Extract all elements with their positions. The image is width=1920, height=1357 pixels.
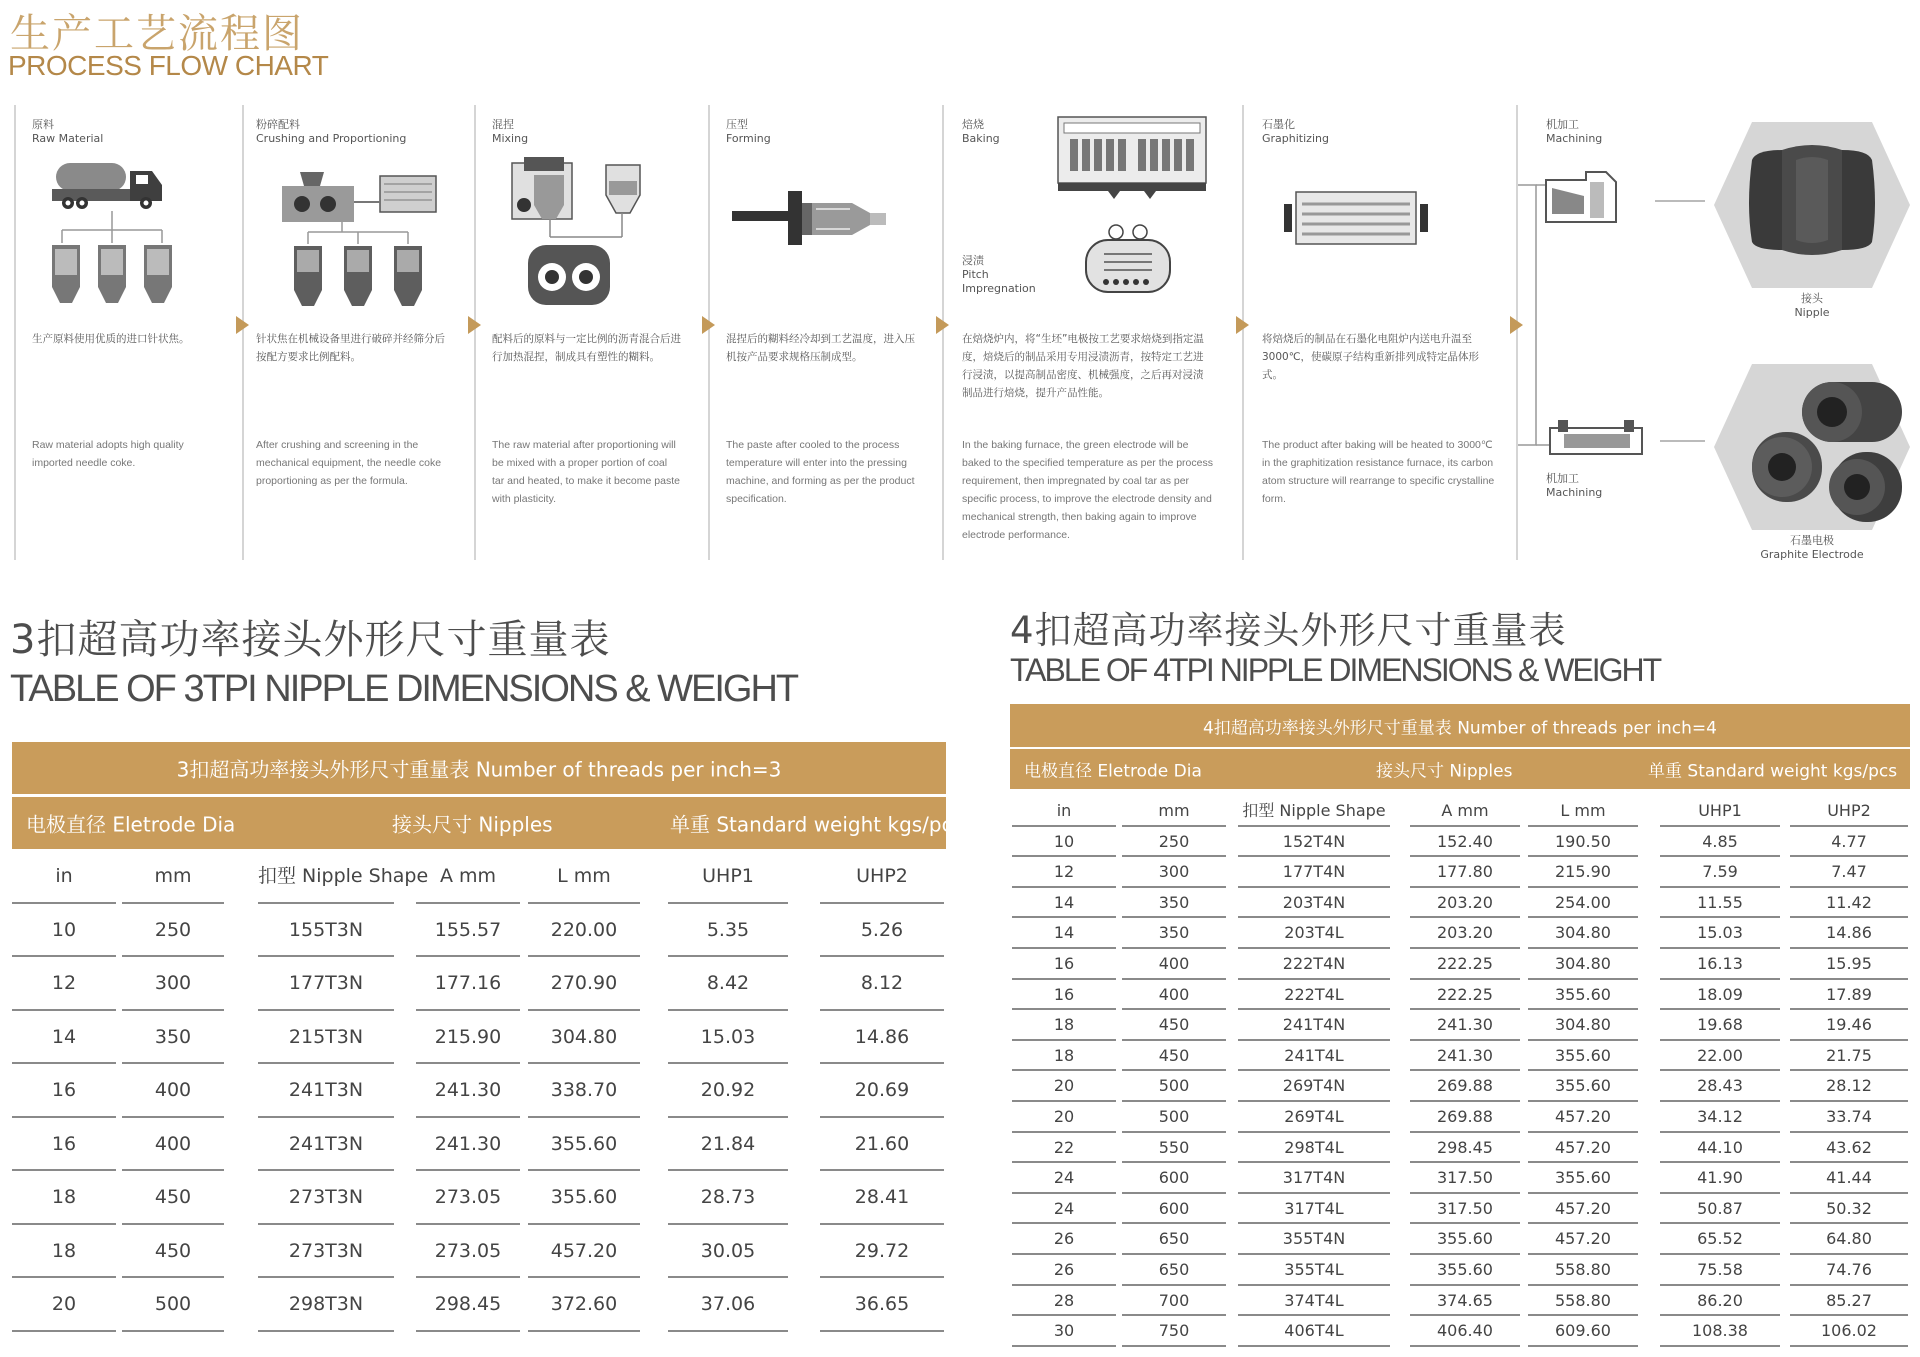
cell-in: 14 bbox=[1053, 892, 1075, 912]
cell-l-mm: 355.60 bbox=[1555, 984, 1611, 1004]
cell-uhp1: 21.84 bbox=[700, 1132, 756, 1155]
column-header-nipple-shape: 扣型 Nipple Shape bbox=[258, 865, 429, 887]
cell-l-mm: 338.70 bbox=[550, 1079, 618, 1101]
step-graphitizing-title: 石墨化 Graphitizing bbox=[1262, 118, 1329, 145]
cell-in: 18 bbox=[1053, 1015, 1075, 1035]
cell-nipple-shape: 222T4L bbox=[1284, 984, 1344, 1004]
cell-nipple-shape: 203T4N bbox=[1282, 892, 1346, 912]
cell-a-mm: 317.50 bbox=[1437, 1198, 1493, 1218]
forming-press-illustration bbox=[730, 185, 890, 255]
cell-nipple-shape: 273T3N bbox=[288, 1186, 364, 1208]
baking-furnace-illustration bbox=[1056, 115, 1208, 205]
cell-uhp2: 85.27 bbox=[1826, 1290, 1872, 1310]
row-rule bbox=[416, 1330, 520, 1332]
cell-a-mm: 406.40 bbox=[1437, 1321, 1493, 1341]
cell-l-mm: 355.60 bbox=[550, 1186, 618, 1208]
table4-group-weight: 单重 Standard weight kgs/pcs bbox=[1648, 761, 1898, 782]
cell-uhp2: 29.72 bbox=[854, 1239, 910, 1262]
cell-in: 20 bbox=[1053, 1107, 1075, 1126]
cell-mm: 550 bbox=[1158, 1137, 1190, 1157]
cell-uhp1: 41.90 bbox=[1697, 1168, 1743, 1188]
cell-uhp2: 43.62 bbox=[1826, 1137, 1872, 1157]
cell-in: 22 bbox=[1053, 1137, 1075, 1157]
cell-l-mm: 254.00 bbox=[1555, 892, 1611, 912]
cell-uhp2: 7.47 bbox=[1831, 862, 1867, 882]
cell-uhp2: 21.60 bbox=[854, 1132, 910, 1155]
cell-nipple-shape: 241T3N bbox=[288, 1079, 364, 1101]
table3-bar-text: 3扣超高功率接头外形尺寸重量表 Number of threads per inch=3 bbox=[176, 757, 782, 782]
cell-a-mm: 203.20 bbox=[1437, 892, 1493, 912]
cell-mm: 650 bbox=[1158, 1260, 1190, 1279]
row-rule bbox=[528, 1330, 640, 1332]
cell-uhp1: 108.38 bbox=[1692, 1321, 1748, 1341]
cell-nipple-shape: 355T4L bbox=[1284, 1260, 1344, 1279]
cell-l-mm: 304.80 bbox=[1555, 954, 1611, 973]
cell-uhp2: 19.46 bbox=[1826, 1015, 1872, 1035]
table4-group-nipples: 接头尺寸 Nipples bbox=[1376, 761, 1513, 782]
cell-in: 30 bbox=[1053, 1321, 1075, 1341]
cell-nipple-shape: 241T4L bbox=[1284, 1045, 1344, 1065]
cell-uhp2: 21.75 bbox=[1826, 1045, 1872, 1065]
cell-uhp1: 16.13 bbox=[1697, 954, 1743, 973]
cell-a-mm: 152.40 bbox=[1437, 831, 1493, 851]
cell-in: 18 bbox=[51, 1186, 77, 1208]
page-title-en: PROCESS FLOW CHART bbox=[8, 50, 329, 81]
cell-uhp2: 15.95 bbox=[1826, 954, 1872, 973]
row-rule bbox=[1660, 1345, 1780, 1347]
table4-title-cn: 4扣超高功率接头外形尺寸重量表 bbox=[1010, 609, 1567, 652]
electrode-caption: 石墨电极 Graphite Electrode bbox=[1760, 534, 1864, 561]
step-forming-title: 压型 Forming bbox=[726, 118, 771, 145]
cell-uhp2: 14.86 bbox=[1826, 923, 1872, 943]
cell-nipple-shape: 317T4L bbox=[1284, 1198, 1344, 1218]
table4-group-dia: 电极直径 Eletrode Dia bbox=[1024, 761, 1202, 782]
cell-uhp1: 34.12 bbox=[1697, 1107, 1743, 1126]
table3-group-nipples: 接头尺寸 Nipples bbox=[392, 812, 553, 837]
cell-uhp1: 44.10 bbox=[1697, 1137, 1743, 1157]
table4-group-header bbox=[1010, 749, 1910, 789]
mixing-illustration bbox=[510, 155, 660, 315]
step-impregnation-title: 浸渍 Pitch Impregnation bbox=[962, 254, 1036, 295]
cell-in: 10 bbox=[1053, 831, 1075, 851]
machining-nipple-illustration bbox=[1544, 160, 1634, 228]
cell-uhp2: 5.26 bbox=[860, 918, 904, 941]
cell-in: 26 bbox=[1053, 1260, 1075, 1279]
step-baking-desc-cn: 在焙烧炉内，将“生坯”电极按工艺要求焙烧到指定温度，焙烧后的制品采用专用浸渍沥青，按特定工艺进行浸渍，以提高制品密度、机械强度，之后再对浸渍制品进行焙烧，提升产品性能。 bbox=[962, 333, 1204, 399]
flow-arrow-icon bbox=[468, 316, 481, 334]
flow-arrow-icon bbox=[1236, 316, 1249, 334]
graphite-electrode-image bbox=[1712, 362, 1912, 532]
cell-nipple-shape: 269T4L bbox=[1284, 1107, 1344, 1126]
cell-a-mm: 241.30 bbox=[434, 1079, 502, 1101]
cell-mm: 650 bbox=[1158, 1229, 1190, 1249]
cell-uhp1: 75.58 bbox=[1697, 1260, 1743, 1279]
cell-uhp1: 30.05 bbox=[700, 1239, 756, 1262]
cell-a-mm: 355.60 bbox=[1437, 1229, 1493, 1249]
table3-title-en: TABLE OF 3TPI NIPPLE DIMENSIONS & WEIGHT bbox=[10, 668, 798, 710]
cell-in: 16 bbox=[51, 1132, 77, 1155]
cell-in: 12 bbox=[1053, 862, 1075, 882]
cell-a-mm: 203.20 bbox=[1437, 923, 1493, 943]
cell-mm: 350 bbox=[1158, 923, 1190, 943]
cell-nipple-shape: 152T4N bbox=[1282, 831, 1346, 851]
cell-in: 10 bbox=[51, 918, 77, 941]
row-rule bbox=[258, 1330, 394, 1332]
column-header-nipple-shape: 扣型 Nipple Shape bbox=[1242, 801, 1386, 820]
cell-l-mm: 355.60 bbox=[1555, 1076, 1611, 1096]
cell-mm: 500 bbox=[1158, 1107, 1190, 1126]
graphitizing-furnace-illustration bbox=[1282, 188, 1430, 248]
cell-uhp1: 86.20 bbox=[1697, 1290, 1743, 1310]
cell-l-mm: 220.00 bbox=[550, 918, 618, 941]
cell-nipple-shape: 355T4N bbox=[1282, 1229, 1346, 1249]
step-baking-title: 焙烧 Baking bbox=[962, 118, 1000, 145]
step-graphitizing-desc-en: The product after baking will be heated to 3000℃ in the graphitization resistance furnace, its carbon atom structure will rearrange to specific crystalline form. bbox=[1262, 439, 1495, 505]
cell-in: 24 bbox=[1053, 1198, 1075, 1218]
nipple-product-image bbox=[1712, 120, 1912, 290]
cell-uhp1: 50.87 bbox=[1697, 1198, 1743, 1218]
table3-group-dia: 电极直径 Eletrode Dia bbox=[26, 812, 236, 837]
table3-group-header bbox=[12, 797, 964, 849]
cell-a-mm: 155.57 bbox=[434, 918, 502, 941]
cell-a-mm: 177.16 bbox=[434, 972, 502, 994]
row-rule bbox=[1012, 1345, 1116, 1347]
column-header-in: in bbox=[1056, 801, 1072, 820]
cell-l-mm: 190.50 bbox=[1555, 831, 1611, 851]
step-divider bbox=[14, 105, 16, 560]
flow-connector-line bbox=[1660, 440, 1705, 442]
cell-mm: 350 bbox=[1158, 892, 1190, 912]
cell-a-mm: 374.65 bbox=[1437, 1290, 1493, 1310]
cell-l-mm: 457.20 bbox=[1555, 1107, 1611, 1126]
cell-in: 20 bbox=[1053, 1076, 1075, 1096]
row-rule bbox=[1790, 1345, 1908, 1347]
cell-a-mm: 298.45 bbox=[1437, 1137, 1493, 1157]
cell-in: 26 bbox=[1053, 1229, 1075, 1249]
cell-uhp1: 11.55 bbox=[1697, 892, 1743, 912]
step-forming-desc-en: The paste after cooled to the process temperature will enter into the pressing machine, and forming as per the product specification. bbox=[726, 439, 915, 505]
cell-nipple-shape: 298T3N bbox=[288, 1293, 364, 1315]
cell-l-mm: 558.80 bbox=[1555, 1260, 1611, 1279]
machining-bottom-title: 机加工 Machining bbox=[1546, 472, 1603, 499]
row-rule bbox=[1238, 1345, 1390, 1347]
cell-a-mm: 298.45 bbox=[434, 1293, 502, 1315]
flow-arrow-icon bbox=[702, 316, 715, 334]
cell-a-mm: 241.30 bbox=[1437, 1045, 1493, 1065]
cell-mm: 750 bbox=[1158, 1321, 1190, 1341]
cell-mm: 300 bbox=[154, 972, 192, 994]
cell-a-mm: 317.50 bbox=[1437, 1168, 1493, 1188]
cell-in: 12 bbox=[51, 972, 77, 994]
cell-nipple-shape: 177T4N bbox=[1282, 862, 1346, 882]
column-header-l-mm: L mm bbox=[557, 865, 611, 887]
column-header-a-mm: A mm bbox=[1441, 801, 1489, 820]
cell-uhp2: 14.86 bbox=[854, 1025, 910, 1048]
cell-in: 18 bbox=[1053, 1045, 1075, 1065]
cell-mm: 450 bbox=[1158, 1045, 1190, 1065]
cell-uhp2: 33.74 bbox=[1826, 1107, 1872, 1126]
cell-uhp1: 37.06 bbox=[700, 1293, 756, 1315]
cell-in: 24 bbox=[1053, 1168, 1075, 1188]
step-crushing-title: 粉碎配料 Crushing and Proportioning bbox=[256, 118, 407, 145]
cell-uhp2: 74.76 bbox=[1826, 1260, 1872, 1279]
column-header-uhp1: UHP1 bbox=[1698, 801, 1742, 820]
cell-a-mm: 273.05 bbox=[434, 1186, 502, 1208]
cell-nipple-shape: 317T4N bbox=[1282, 1168, 1346, 1188]
cell-in: 14 bbox=[51, 1025, 77, 1048]
cell-l-mm: 304.80 bbox=[1555, 923, 1611, 943]
cell-nipple-shape: 406T4L bbox=[1284, 1321, 1344, 1341]
cell-uhp2: 11.42 bbox=[1826, 892, 1872, 912]
cell-nipple-shape: 269T4N bbox=[1282, 1076, 1346, 1096]
cell-mm: 350 bbox=[154, 1025, 192, 1048]
table4-title-en: TABLE OF 4TPI NIPPLE DIMENSIONS & WEIGHT bbox=[1010, 652, 1661, 688]
cell-a-mm: 355.60 bbox=[1437, 1260, 1493, 1279]
cell-nipple-shape: 215T3N bbox=[288, 1025, 364, 1048]
table4-bar-text: 4扣超高功率接头外形尺寸重量表 Number of threads per inch=4 bbox=[1202, 718, 1717, 738]
cell-uhp1: 18.09 bbox=[1697, 984, 1743, 1004]
cell-uhp2: 4.77 bbox=[1831, 831, 1867, 851]
cell-nipple-shape: 241T3N bbox=[288, 1132, 364, 1155]
step-crushing-desc-cn: 针状焦在机械设备里进行破碎并经筛分后按配方要求比例配料。 bbox=[256, 333, 445, 363]
column-header-uhp2: UHP2 bbox=[856, 865, 908, 887]
row-rule bbox=[1122, 1345, 1226, 1347]
flow-connector-line bbox=[1655, 200, 1705, 202]
cell-a-mm: 177.80 bbox=[1437, 862, 1493, 882]
cell-uhp1: 20.92 bbox=[700, 1079, 756, 1101]
cell-mm: 400 bbox=[1158, 984, 1190, 1004]
cell-uhp1: 15.03 bbox=[1697, 923, 1743, 943]
impregnation-tank-illustration bbox=[1082, 222, 1174, 300]
column-header-uhp1: UHP1 bbox=[702, 865, 754, 887]
cell-a-mm: 215.90 bbox=[434, 1025, 502, 1048]
step-mixing-title: 混捏 Mixing bbox=[492, 118, 529, 145]
column-header-in: in bbox=[55, 865, 73, 887]
cell-l-mm: 355.60 bbox=[1555, 1168, 1611, 1188]
cell-a-mm: 269.88 bbox=[1437, 1076, 1493, 1096]
cell-nipple-shape: 177T3N bbox=[288, 972, 364, 994]
cell-l-mm: 215.90 bbox=[1555, 862, 1611, 882]
cell-mm: 700 bbox=[1158, 1290, 1190, 1310]
step-raw-material-desc-cn: 生产原料使用优质的进口针状焦。 bbox=[32, 333, 190, 345]
cell-in: 16 bbox=[51, 1079, 77, 1101]
cell-uhp1: 5.35 bbox=[706, 918, 750, 941]
page-title-cn: 生产工艺流程图 bbox=[10, 11, 304, 57]
cell-a-mm: 222.25 bbox=[1437, 954, 1493, 973]
cell-uhp2: 20.69 bbox=[854, 1079, 910, 1101]
cell-in: 18 bbox=[51, 1239, 77, 1262]
cell-uhp1: 4.85 bbox=[1702, 831, 1738, 851]
flow-arrow-icon bbox=[936, 316, 949, 334]
cell-l-mm: 304.80 bbox=[550, 1025, 618, 1048]
cell-uhp2: 41.44 bbox=[1826, 1168, 1872, 1188]
cell-mm: 600 bbox=[1158, 1198, 1190, 1218]
row-rule bbox=[12, 1330, 116, 1332]
cell-uhp1: 65.52 bbox=[1697, 1229, 1743, 1249]
cell-mm: 500 bbox=[1158, 1076, 1190, 1096]
cell-uhp2: 106.02 bbox=[1821, 1321, 1877, 1341]
cell-a-mm: 222.25 bbox=[1437, 984, 1493, 1004]
cell-mm: 400 bbox=[1158, 954, 1190, 973]
row-rule bbox=[1410, 1345, 1520, 1347]
table3-title-cn: 3扣超高功率接头外形尺寸重量表 bbox=[10, 617, 611, 663]
column-header-l-mm: L mm bbox=[1560, 801, 1606, 820]
cell-uhp2: 28.12 bbox=[1826, 1076, 1872, 1096]
column-header-mm: mm bbox=[154, 865, 192, 887]
cell-in: 20 bbox=[51, 1293, 77, 1315]
cell-nipple-shape: 374T4L bbox=[1284, 1290, 1344, 1310]
step-graphitizing-desc-cn: 将焙烧后的制品在石墨化电阻炉内送电升温至3000℃，使碳原子结构重新排列成特定晶体形式。 bbox=[1262, 333, 1480, 381]
cell-l-mm: 457.20 bbox=[550, 1239, 618, 1262]
step-mixing-desc-cn: 配料后的原料与一定比例的沥青混合后进行加热混捏，制成具有塑性的糊料。 bbox=[492, 333, 681, 363]
cell-a-mm: 241.30 bbox=[434, 1132, 502, 1155]
cell-l-mm: 609.60 bbox=[1555, 1321, 1611, 1341]
cell-nipple-shape: 155T3N bbox=[288, 918, 364, 941]
machining-top-title: 机加工 Machining bbox=[1546, 118, 1603, 145]
cell-l-mm: 355.60 bbox=[1555, 1045, 1611, 1065]
cell-l-mm: 372.60 bbox=[550, 1293, 618, 1315]
cell-mm: 300 bbox=[1158, 862, 1190, 882]
cell-l-mm: 457.20 bbox=[1555, 1198, 1611, 1218]
row-rule bbox=[820, 1330, 944, 1332]
cell-l-mm: 457.20 bbox=[1555, 1229, 1611, 1249]
cell-uhp1: 28.73 bbox=[700, 1186, 756, 1208]
cell-mm: 450 bbox=[154, 1186, 192, 1208]
step-raw-material-desc-en: Raw material adopts high quality imported needle coke. bbox=[32, 439, 184, 469]
cell-a-mm: 273.05 bbox=[434, 1239, 502, 1262]
cell-uhp2: 36.65 bbox=[854, 1293, 910, 1315]
cell-a-mm: 241.30 bbox=[1437, 1015, 1493, 1035]
cell-mm: 250 bbox=[1158, 831, 1190, 851]
step-crushing-desc-en: After crushing and screening in the mechanical equipment, the needle coke proportioning as per the formula. bbox=[256, 439, 442, 487]
cell-mm: 450 bbox=[1158, 1015, 1190, 1035]
row-rule bbox=[668, 1330, 788, 1332]
cell-nipple-shape: 273T3N bbox=[288, 1239, 364, 1262]
cell-in: 16 bbox=[1053, 954, 1075, 973]
cell-uhp2: 17.89 bbox=[1826, 984, 1872, 1004]
table3-title-bar bbox=[12, 742, 946, 794]
cell-uhp2: 8.12 bbox=[860, 972, 904, 994]
cell-in: 14 bbox=[1053, 923, 1075, 943]
cell-a-mm: 269.88 bbox=[1437, 1107, 1493, 1126]
cell-mm: 500 bbox=[154, 1293, 192, 1315]
cell-l-mm: 304.80 bbox=[1555, 1015, 1611, 1035]
cell-mm: 450 bbox=[154, 1239, 192, 1262]
column-header-uhp2: UHP2 bbox=[1827, 801, 1871, 820]
machining-electrode-illustration bbox=[1548, 410, 1644, 460]
cell-uhp1: 19.68 bbox=[1697, 1015, 1743, 1035]
step-baking-desc-en: In the baking furnace, the green electrode will be baked to the specified temperature as per the process requirement, then impregnated by coal tar as per specific process, to improve the electrode density and mechanical strength, then baking again to improve electrode performance. bbox=[962, 439, 1213, 541]
cell-uhp1: 22.00 bbox=[1697, 1045, 1743, 1065]
cell-l-mm: 558.80 bbox=[1555, 1290, 1611, 1310]
table4-title-bar bbox=[1010, 704, 1910, 747]
cell-l-mm: 270.90 bbox=[550, 972, 618, 994]
step-raw-material-title: 原料 Raw Material bbox=[32, 118, 104, 145]
cell-l-mm: 457.20 bbox=[1555, 1137, 1611, 1157]
cell-in: 28 bbox=[1053, 1290, 1075, 1310]
cell-uhp2: 28.41 bbox=[854, 1186, 910, 1208]
cell-nipple-shape: 222T4N bbox=[1282, 954, 1346, 973]
cell-nipple-shape: 241T4N bbox=[1282, 1015, 1346, 1035]
nipple-caption: 接头 Nipple bbox=[1794, 292, 1830, 319]
crushing-illustration bbox=[280, 152, 440, 317]
column-header-a-mm: A mm bbox=[439, 865, 497, 887]
row-rule bbox=[1528, 1345, 1638, 1347]
cell-uhp1: 8.42 bbox=[706, 972, 750, 994]
cell-in: 16 bbox=[1053, 984, 1075, 1004]
table3-group-weight: 单重 Standard weight kgs/pcs bbox=[670, 812, 964, 837]
step-mixing-desc-en: The raw material after proportioning will be mixed with a proper portion of coal tar and heated, to make it become paste with plasticity. bbox=[492, 439, 680, 505]
raw-material-illustration bbox=[50, 155, 175, 315]
cell-mm: 600 bbox=[1158, 1168, 1190, 1188]
cell-nipple-shape: 298T4L bbox=[1284, 1137, 1344, 1157]
step-forming-desc-cn: 混捏后的糊料经冷却到工艺温度，进入压机按产品要求规格压制成型。 bbox=[726, 333, 915, 363]
cell-uhp2: 64.80 bbox=[1826, 1229, 1872, 1249]
column-header-mm: mm bbox=[1158, 801, 1190, 820]
cell-mm: 400 bbox=[154, 1079, 192, 1101]
cell-nipple-shape: 203T4L bbox=[1284, 923, 1344, 943]
flow-arrow-icon bbox=[236, 316, 249, 334]
cell-uhp1: 28.43 bbox=[1697, 1076, 1743, 1096]
cell-uhp2: 50.32 bbox=[1826, 1198, 1872, 1218]
cell-uhp1: 7.59 bbox=[1702, 862, 1738, 882]
row-rule bbox=[122, 1330, 224, 1332]
cell-l-mm: 355.60 bbox=[550, 1132, 618, 1155]
cell-mm: 250 bbox=[154, 918, 192, 941]
cell-uhp1: 15.03 bbox=[700, 1025, 756, 1048]
cell-mm: 400 bbox=[154, 1132, 192, 1155]
